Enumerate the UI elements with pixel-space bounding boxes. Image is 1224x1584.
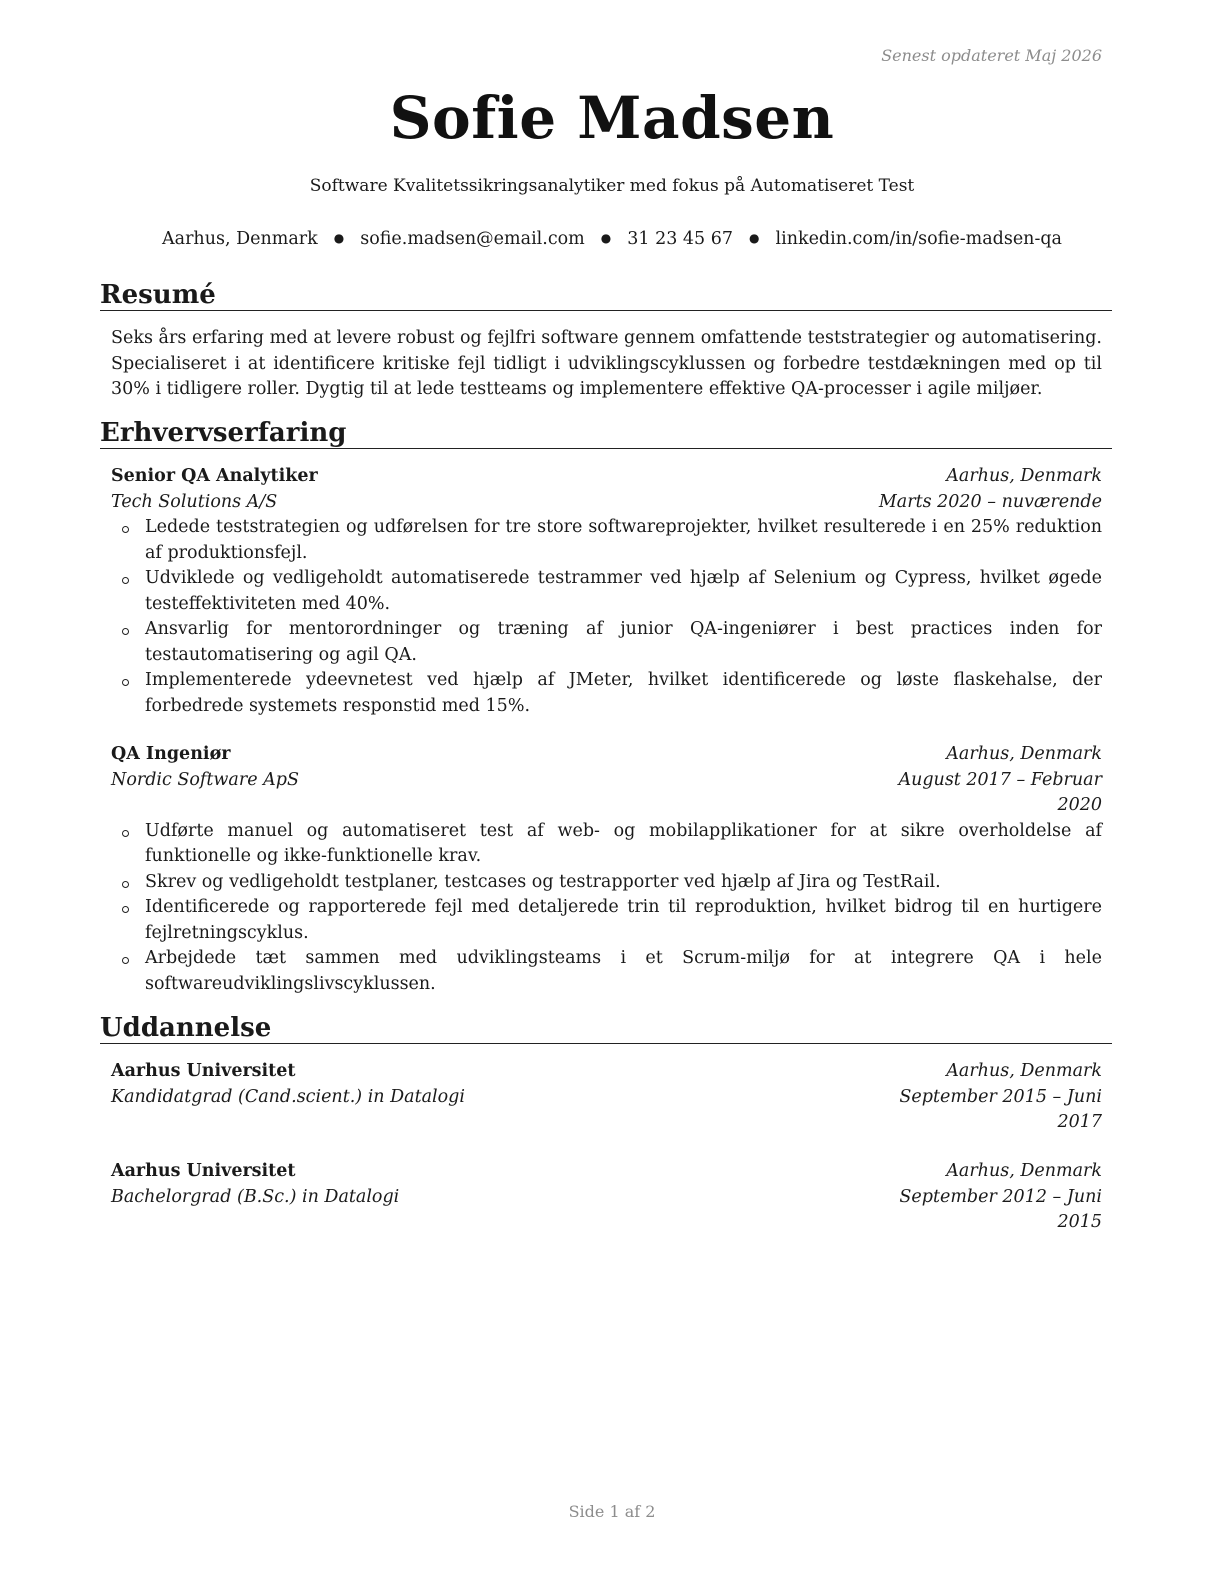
bullet-text: Arbejdede tæt sammen med udviklingsteams i et Scrum-miljø for at integrere QA i hele softwareudviklingslivscyklussen.	[145, 948, 1102, 994]
page-number: Side 1 af 2	[568, 1502, 656, 1521]
bullet-item	[111, 566, 1102, 617]
bullet-circle-icon	[122, 957, 129, 964]
education-school: Aarhus Universitet	[111, 1061, 296, 1081]
education-degree: Kandidatgrad (Cand.scient.) in Datalogi	[111, 1086, 465, 1107]
bullet-circle-icon	[122, 526, 129, 533]
job-role: QA Ingeniør	[111, 744, 231, 764]
education-entry	[111, 1159, 1102, 1236]
job-role: Senior QA Analytiker	[111, 466, 318, 486]
bullet-item	[111, 870, 1102, 896]
bullet-circle-icon	[122, 577, 129, 584]
bullet-text: Udførte manuel og automatiseret test af web- og mobilapplikationer for at sikre overholdelse af funktionelle og ikke-funktionelle krav.	[145, 820, 1102, 866]
candidate-headline: Software Kvalitetssikringsanalytiker med fokus på Automatiseret Test	[309, 176, 915, 196]
education-school: Aarhus Universitet	[111, 1161, 296, 1181]
job-location: Aarhus, Denmark	[946, 466, 1102, 486]
education-location: Aarhus, Denmark	[946, 1161, 1102, 1181]
section-title-experience: Erhvervserfaring	[100, 418, 1112, 449]
contact-linkedin[interactable]: linkedin.com/in/sofie-madsen-qa	[775, 229, 1062, 249]
job-entry	[111, 742, 1102, 997]
bullet-circle-icon	[122, 830, 129, 837]
bullet-circle-icon	[122, 679, 129, 686]
separator-dot: ●	[749, 231, 760, 245]
separator-dot: ●	[600, 231, 612, 245]
bullet-circle-icon	[122, 628, 129, 635]
job-entry	[111, 464, 1102, 719]
last-updated: Senest opdateret Maj 2026	[881, 46, 1102, 65]
education-entry	[111, 1059, 1102, 1136]
bullet-text: Identificerede og rapporterede fejl med detaljerede trin til reproduktion, hvilket bidrog til en hurtigere fejlretningscyklus.	[145, 897, 1102, 943]
education-dates: September 2012 – Juni 2015	[899, 1186, 1102, 1232]
education-dates: September 2015 – Juni 2017	[899, 1086, 1102, 1132]
section-title-summary: Resumé	[100, 280, 1112, 311]
job-company: Nordic Software ApS	[111, 769, 299, 790]
job-bullets	[111, 819, 1102, 998]
bullet-text: Ansvarlig for mentorordninger og træning af junior QA-ingeniører i best practices inden for testautomatisering og agil QA.	[145, 619, 1102, 665]
job-dates: August 2017 – Februar 2020	[898, 769, 1102, 815]
job-bullets	[111, 515, 1102, 719]
job-dates: Marts 2020 – nuværende	[878, 491, 1102, 512]
bullet-circle-icon	[122, 906, 129, 913]
bullet-text: Ledede teststrategien og udførelsen for tre store softwareprojekter, hvilket resulterede i en 25% reduktion af produktionsfejl.	[145, 517, 1102, 563]
education-degree: Bachelorgrad (B.Sc.) in Datalogi	[111, 1186, 400, 1207]
contact-line	[0, 229, 1224, 249]
candidate-name: Sofie Madsen	[389, 84, 835, 152]
contact-location: Aarhus, Denmark	[162, 229, 318, 249]
bullet-item	[111, 515, 1102, 566]
summary-text: Seks års erfaring med at levere robust og fejlfri software gennem omfattende teststrategier og automatisering. Specialiseret i at identificere kritiske fejl tidligt i udviklingscyklussen og forbedre testdækningen med op til 30% i tidligere roller. Dygtig til at lede testteams og implementere effektive QA-processer i agile miljøer.	[111, 328, 1102, 399]
section-title-education: Uddannelse	[100, 1013, 1112, 1044]
bullet-text: Udviklede og vedligeholdt automatiserede testrammer ved hjælp af Selenium og Cypress, hvilket øgede testeffektiviteten med 40%.	[145, 568, 1102, 614]
separator-dot: ●	[333, 231, 345, 245]
bullet-item	[111, 819, 1102, 870]
job-location: Aarhus, Denmark	[946, 744, 1102, 764]
education-location: Aarhus, Denmark	[946, 1061, 1102, 1081]
contact-email[interactable]: sofie.madsen@email.com	[360, 229, 585, 249]
job-company: Tech Solutions A/S	[111, 491, 278, 512]
bullet-item	[111, 895, 1102, 946]
bullet-circle-icon	[122, 881, 129, 888]
bullet-text: Implementerede ydeevnetest ved hjælp af JMeter, hvilket identificerede og løste flaskehalse, der forbedrede systemets responstid med 15%.	[145, 670, 1102, 716]
bullet-item	[111, 617, 1102, 668]
contact-phone: 31 23 45 67	[627, 229, 734, 249]
bullet-text: Skrev og vedligeholdt testplaner, testcases og testrapporter ved hjælp af Jira og TestRail.	[145, 871, 941, 892]
bullet-item	[111, 668, 1102, 719]
bullet-item	[111, 946, 1102, 997]
